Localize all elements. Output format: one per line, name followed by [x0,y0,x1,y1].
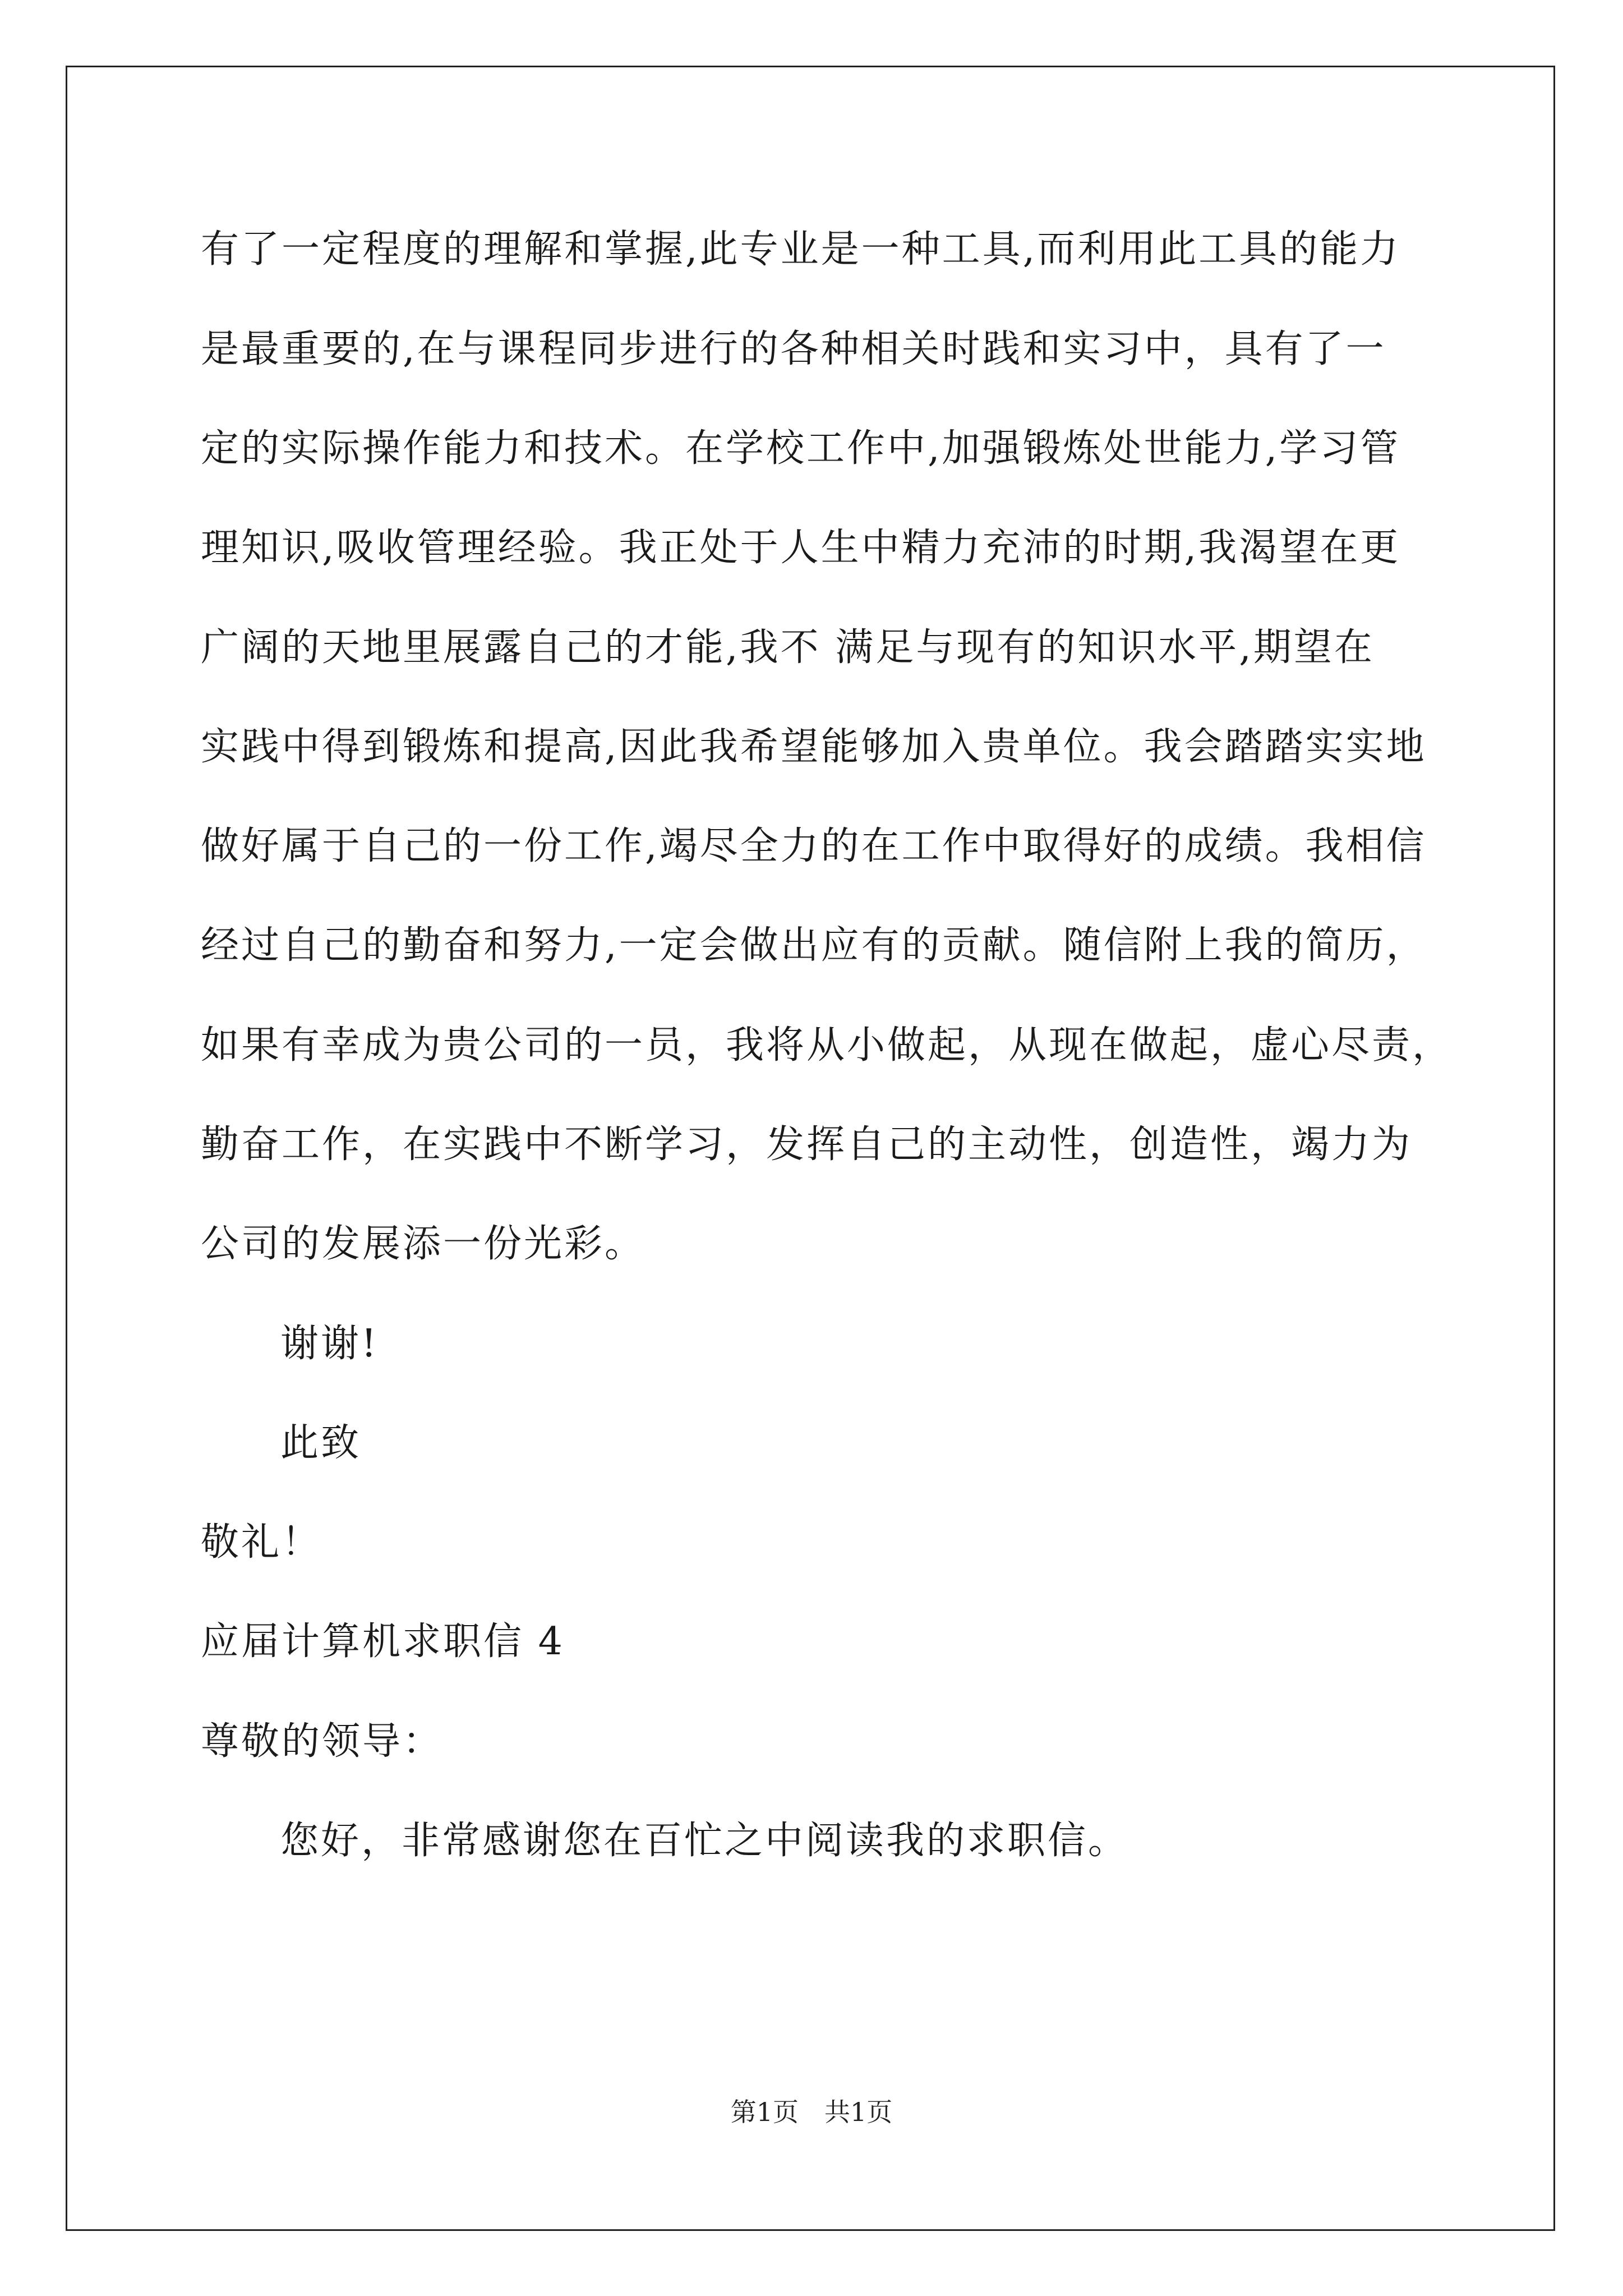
body-line: 定的实际操作能力和技术。在学校工作中,加强锻炼处世能力,学习管 [201,426,1401,471]
body-line: 实践中得到锻炼和提高,因此我希望能够加入贵单位。我会踏踏实实地 [201,725,1427,769]
thanks-line: 谢谢! [280,1322,379,1366]
body-line: 是最重要的,在与课程同步进行的各种相关时践和实习中，具有了一 [201,327,1386,371]
body-line: 做好属于自己的一份工作,竭尽全力的在工作中取得好的成绩。我相信 [201,824,1427,868]
closing-line: 此致 [280,1421,362,1465]
body-line: 经过自己的勤奋和努力,一定会做出应有的贡献。随信附上我的简历， [201,923,1427,968]
greeting-line: 尊敬的领导： [201,1719,444,1764]
opening-line: 您好，非常感谢您在百忙之中阅读我的求职信。 [280,1819,1129,1863]
body-line: 公司的发展添一份光彩。 [201,1222,645,1266]
body-line: 有了一定程度的理解和掌握,此专业是一种工具,而利用此工具的能力 [201,227,1401,272]
section-title: 应届计算机求职信 4 [201,1619,565,1664]
body-line: 理知识,吸收管理经验。我正处于人生中精力充沛的时期,我渴望在更 [201,526,1401,570]
body-line: 如果有幸成为贵公司的一员，我将从小做起，从现在做起，虚心尽责， [201,1023,1453,1068]
body-line: 广阔的天地里展露自己的才能,我不 满足与现有的知识水平,期望在 [201,625,1375,670]
salute-line: 敬礼！ [201,1520,322,1565]
body-line: 勤奋工作，在实践中不断学习，发挥自己的主动性，创造性，竭力为 [201,1122,1413,1167]
page-footer: 第1页 共1页 [730,2097,893,2127]
